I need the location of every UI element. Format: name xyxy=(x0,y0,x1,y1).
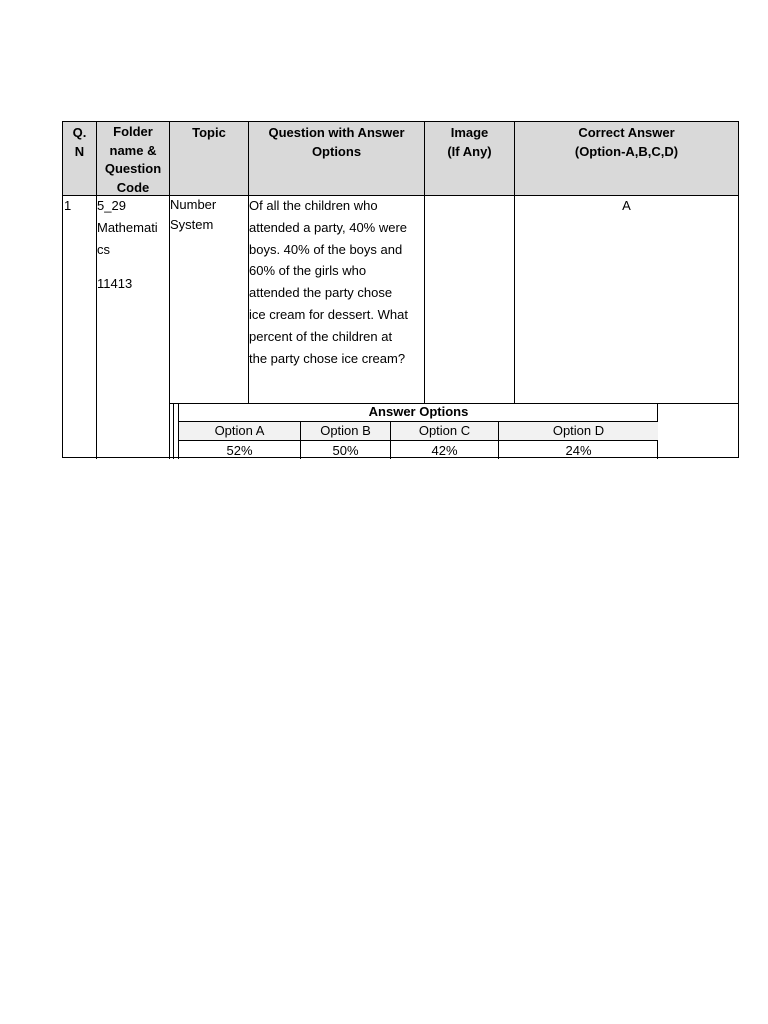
divider-folder xyxy=(169,196,170,459)
header-folder: Folder name & Question Code xyxy=(97,122,170,196)
divider-image xyxy=(514,196,515,403)
cell-correct-answer: A xyxy=(622,198,631,213)
option-a-value: 52% xyxy=(179,441,301,459)
header-image: Image (If Any) xyxy=(425,122,515,196)
header-question: Question with Answer Options xyxy=(249,122,425,196)
option-d-value: 24% xyxy=(565,443,592,458)
option-b-label: Option B xyxy=(301,422,391,441)
divider-question xyxy=(424,196,425,403)
answer-options-title: Answer Options xyxy=(179,403,658,422)
cell-folder-name: 5_29 Mathemati cs xyxy=(97,198,158,257)
header-correct-answer: Correct Answer (Option-A,B,C,D) xyxy=(515,122,738,196)
option-b-value: 50% xyxy=(301,441,391,459)
cell-question: Of all the children who attended a party, 40% were boys. 40% of the boys and 60% of the girls who attended the party chose ice cream for dessert. What percent of the children at the party chose ice cream? xyxy=(249,198,408,366)
option-d-label: Option D xyxy=(499,422,658,441)
cell-topic: Number System xyxy=(170,197,217,232)
header-qn: Q. N xyxy=(63,122,97,196)
cell-question-code: 11413 xyxy=(97,276,133,291)
question-table xyxy=(62,121,739,458)
option-c-value: 42% xyxy=(391,441,499,459)
answer-options-table xyxy=(173,403,658,459)
option-c-label: Option C xyxy=(391,422,499,441)
cell-qn: 1 xyxy=(64,198,72,213)
header-topic: Topic xyxy=(170,122,249,196)
option-a-label: Option A xyxy=(179,422,301,441)
